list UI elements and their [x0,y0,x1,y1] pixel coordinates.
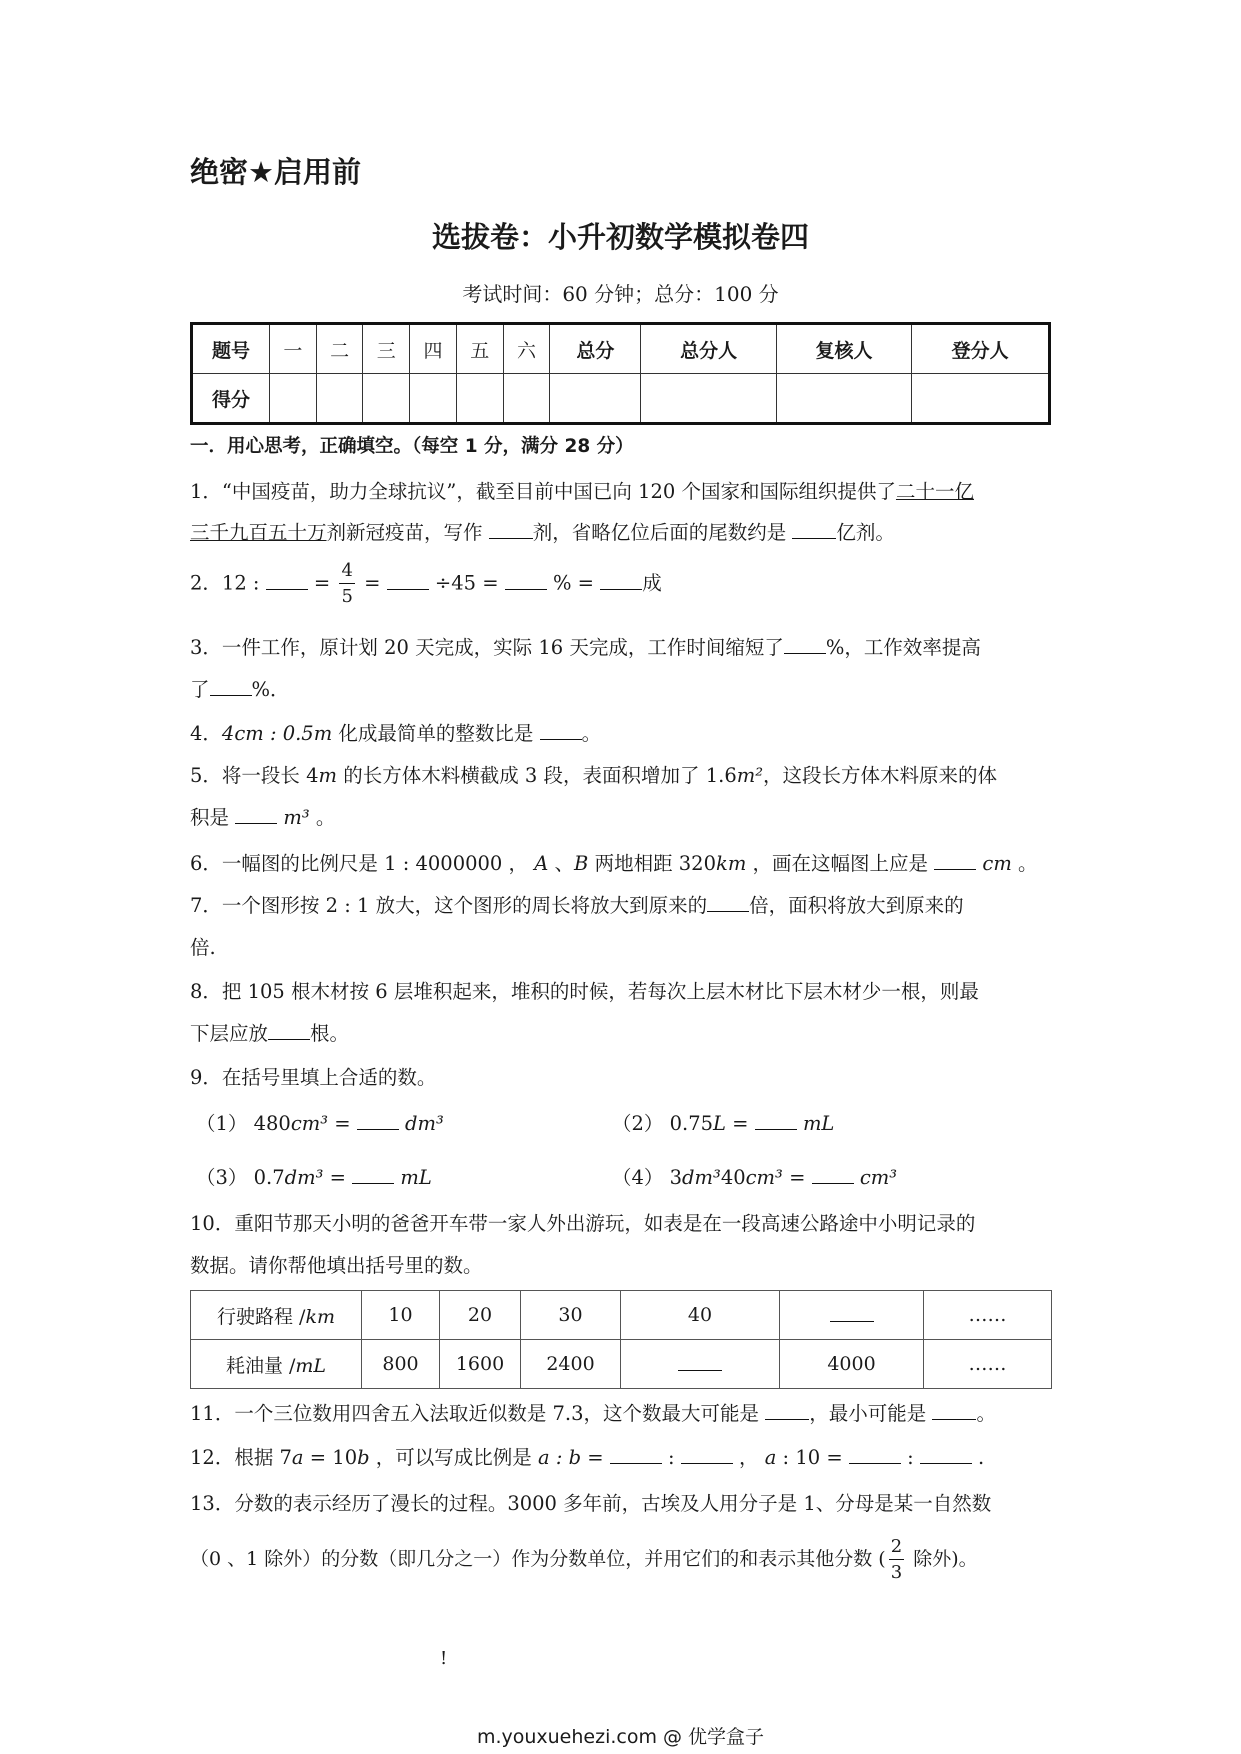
answer-blank[interactable] [235,805,277,824]
q12-math: a [291,1446,304,1469]
score-input-cell[interactable] [503,374,550,424]
q9-text: = [323,1166,353,1189]
fraction-denominator: 3 [890,1562,903,1583]
q1-line2 [190,517,895,545]
q13-line1: 13．分数的表示经历了漫长的过程。3000 多年前，古埃及人用分子是 1、分母是某一自然数 [190,1492,992,1515]
q1-text: 1．“中国疫苗，助力全球抗议”，截至目前中国已向 120 个国家和国际组织提供了 [190,480,896,503]
q5-unit: m³ [283,806,310,829]
q1-text: 剂新冠疫苗，写作 [326,521,489,544]
q9-part1 [196,1108,444,1136]
q4-line [190,718,601,746]
fraction [339,562,354,606]
table-label-unit: mL [295,1354,327,1377]
score-input-cell[interactable] [363,374,410,424]
q5-unit: m² [736,764,764,787]
table-row [191,1291,1052,1340]
q6-unit: cm [982,852,1012,875]
exam-info: 考试时间：60 分钟；总分：100 分 [462,282,779,306]
answer-blank[interactable] [387,571,429,590]
q6-text: 。 [1011,852,1038,875]
q2-text: ÷45 = [428,571,505,595]
fraction-denominator: 5 [341,586,353,607]
q12-math: a : b [538,1446,582,1469]
answer-blank[interactable] [932,1401,976,1420]
q5-line1 [190,760,997,788]
score-cell: 二 [316,324,363,374]
fraction-numerator: 2 [889,1538,904,1560]
answer-blank[interactable] [268,1021,310,1040]
q8-line2 [190,1018,349,1046]
q3-text: 3．一件工作，原计划 20 天完成，实际 16 天完成，工作时间缩短了 [190,636,784,659]
q11-text: 11．一个三位数用四舍五入法取近似数是 7.3，这个数最大可能是 [190,1402,766,1425]
table-answer-cell[interactable] [621,1340,780,1389]
page-mark: ! [440,1648,448,1669]
q13-line2 [190,1538,978,1582]
q12-text: : [661,1446,681,1469]
q9-unit: L [713,1112,726,1135]
q12-text: ， [732,1446,765,1469]
q9-text: = [725,1112,755,1135]
q5-unit: m [318,764,338,787]
q10-line1: 10．重阳节那天小明的爸爸开车带一家人外出游玩，如表是在一段高速公路途中小明记录的 [190,1212,976,1235]
section-heading: 一．用心思考，正确填空。（每空 1 分，满分 28 分） [190,436,634,457]
q4-math: 4cm : 0.5m [221,722,333,745]
answer-blank[interactable] [489,520,533,539]
table-cell: 40 [621,1291,780,1340]
table-cell: …… [924,1340,1052,1389]
q5-text: 。 [309,806,336,829]
q3-text: 了 [190,678,210,701]
q12-text: : [900,1446,920,1469]
table-cell: 800 [362,1340,440,1389]
q3-text: %． [251,678,290,701]
table-label-unit: km [305,1305,335,1328]
table-cell: 2400 [521,1340,621,1389]
q5-text: 积是 [190,806,236,829]
score-cell: 总分 [550,324,641,374]
q12-text: . [971,1446,985,1469]
fraction [889,1538,904,1582]
score-cell: 一 [270,324,317,374]
score-input-cell[interactable] [776,374,911,424]
footer-watermark: m.youxuehezi.com @ 优学盒子 [476,1726,765,1748]
q12-text: = [581,1446,610,1469]
q5-text: ，这段长方体木料原来的体 [763,764,998,787]
q1-line1 [190,476,974,504]
q2-text: 2． [190,571,222,595]
q2-text: = [307,571,337,595]
q9-unit: mL [400,1166,432,1189]
score-cell: 复核人 [776,324,911,374]
q9-unit: cm³ [290,1112,329,1135]
q7-text: 倍，面积将放大到原来的 [749,894,964,917]
answer-blank[interactable] [681,1445,733,1464]
q9-unit: mL [802,1112,835,1135]
q4-text: 4． [190,722,222,745]
q12-text: : 10 = [776,1446,849,1469]
q3-line2 [190,674,290,702]
q9-text: （1） 480 [196,1112,291,1135]
q12-line [190,1442,984,1470]
q3-line1 [190,632,981,660]
q2-text: 成 [642,571,662,595]
score-input-cell[interactable] [316,374,363,424]
q6-line [190,848,1038,876]
answer-blank[interactable] [849,1445,901,1464]
answer-blank[interactable] [600,571,642,590]
q8-line1: 8．把 105 根木材按 6 层堆积起来，堆积的时候，若每次上层木材比下层木材少一根，则最 [190,980,979,1003]
answer-blank[interactable] [920,1445,972,1464]
answer-blank[interactable] [812,1165,854,1184]
answer-blank[interactable] [540,721,582,740]
q11-text: 。 [976,1402,996,1425]
answer-blank[interactable] [678,1352,722,1371]
score-cell: 三 [363,324,410,374]
q2-line [190,562,662,606]
q9-unit: dm³ [405,1112,444,1135]
score-table [190,322,1051,425]
q6-text: ，画在这幅图上应是 [746,852,935,875]
secret-mark: 绝密★启用前 [190,155,361,189]
q13-text: 除外)。 [907,1548,978,1570]
table-row-label [191,1340,362,1389]
table-row-label [191,1291,362,1340]
q6-unit: km [716,852,747,875]
score-input-cell[interactable] [641,374,776,424]
score-input-cell[interactable] [410,374,457,424]
q9-part2 [612,1108,834,1136]
q9-stem: 9．在括号里填上合适的数。 [190,1066,437,1089]
answer-blank[interactable] [784,635,826,654]
q9-text: = [328,1112,357,1135]
q8-text: 下层应放 [190,1022,269,1045]
q6-text: 、 [548,852,575,875]
score-cell: 得分 [192,374,270,424]
answer-blank[interactable] [792,520,836,539]
q6-math: A [534,852,549,875]
answer-blank[interactable] [352,1165,394,1184]
table-cell: 4000 [780,1340,924,1389]
q4-text: 化成最简单的整数比是 [332,722,540,745]
table-cell: 20 [440,1291,521,1340]
q9-text: （2） 0.75 [612,1112,714,1135]
q1-underlined: 二十一亿 [895,480,974,503]
fraction-numerator: 4 [339,562,354,584]
q12-text: ，可以写成比例是 [369,1446,539,1469]
answer-blank[interactable] [610,1445,662,1464]
q6-math: B [574,852,589,875]
score-input-cell[interactable] [456,374,503,424]
q10-line2: 数据。请你帮他填出括号里的数。 [190,1254,483,1277]
answer-blank[interactable] [707,893,749,912]
score-cell: 登分人 [912,324,1050,374]
answer-blank[interactable] [266,571,308,590]
q9-part4 [612,1162,897,1190]
answer-blank[interactable] [934,851,976,870]
score-cell: 总分人 [641,324,776,374]
q2-text: % = [546,571,601,595]
q9-part3 [196,1162,432,1190]
q9-text: （4） 3 [612,1166,683,1189]
q2-text: = [357,571,387,595]
score-cell: 四 [410,324,457,374]
score-input-cell[interactable] [550,374,641,424]
answer-blank[interactable] [210,677,252,696]
q9-text: 40 [720,1166,746,1189]
q12-math: a [764,1446,777,1469]
q1-text: 剂，省略亿位后面的尾数约是 [532,521,793,544]
q6-text: 6．一幅图的比例尺是 1 : 4000000 ， [190,852,535,875]
q7-text: 7．一个图形按 2 : 1 放大，这个图形的周长将放大到原来的 [190,894,708,917]
q3-text: %，工作效率提高 [825,636,981,659]
table-cell: …… [924,1291,1052,1340]
table-cell: 1600 [440,1340,521,1389]
answer-blank[interactable] [505,571,547,590]
q11-line [190,1398,996,1426]
q6-text: 两地相距 320 [588,852,716,875]
q5-line2 [190,802,335,830]
score-table-score-row [192,374,1050,424]
score-cell: 五 [456,324,503,374]
q8-text: 根。 [310,1022,350,1045]
answer-blank[interactable] [830,1303,874,1322]
q5-text: 的长方体木料横截成 3 段，表面积增加了 1.6 [337,764,737,787]
answer-blank[interactable] [755,1111,797,1130]
q12-math: b [357,1446,370,1469]
q12-text: 12．根据 7 [190,1446,292,1469]
score-cell: 题号 [192,324,270,374]
answer-blank[interactable] [357,1111,399,1130]
q13-text: （0 、1 除外）的分数（即几分之一）作为分数单位，并用它们的和表示其他分数 ( [190,1548,886,1570]
q7-line1 [190,890,964,918]
table-label-text: 耗油量 / [225,1354,296,1377]
score-input-cell[interactable] [270,374,317,424]
q12-text: = 10 [303,1446,358,1469]
answer-blank[interactable] [765,1401,809,1420]
table-row [191,1340,1052,1389]
score-input-cell[interactable] [912,374,1050,424]
fuel-table [190,1290,1052,1389]
q9-text: = [782,1166,812,1189]
score-cell: 六 [503,324,550,374]
q9-text: （3） 0.7 [196,1166,285,1189]
table-label-text: 行驶路程 / [217,1305,306,1328]
q9-unit: dm³ [682,1166,721,1189]
q9-unit: dm³ [284,1166,324,1189]
q4-text: 。 [581,722,602,745]
q2-text: 12 : [221,571,266,595]
q1-text: 亿剂。 [836,521,895,544]
q11-text: ，最小可能是 [809,1402,933,1425]
table-cell: 10 [362,1291,440,1340]
table-cell: 30 [521,1291,621,1340]
q9-unit: cm³ [745,1166,783,1189]
score-table-header-row [192,324,1050,374]
q1-underlined: 三千九百五十万 [190,521,327,544]
table-answer-cell[interactable] [780,1291,924,1340]
q5-text: 5．将一段长 4 [190,764,319,787]
q7-line2: 倍. [190,936,216,959]
q9-unit: cm³ [859,1166,898,1189]
page-title: 选拔卷：小升初数学模拟卷四 [431,220,809,254]
